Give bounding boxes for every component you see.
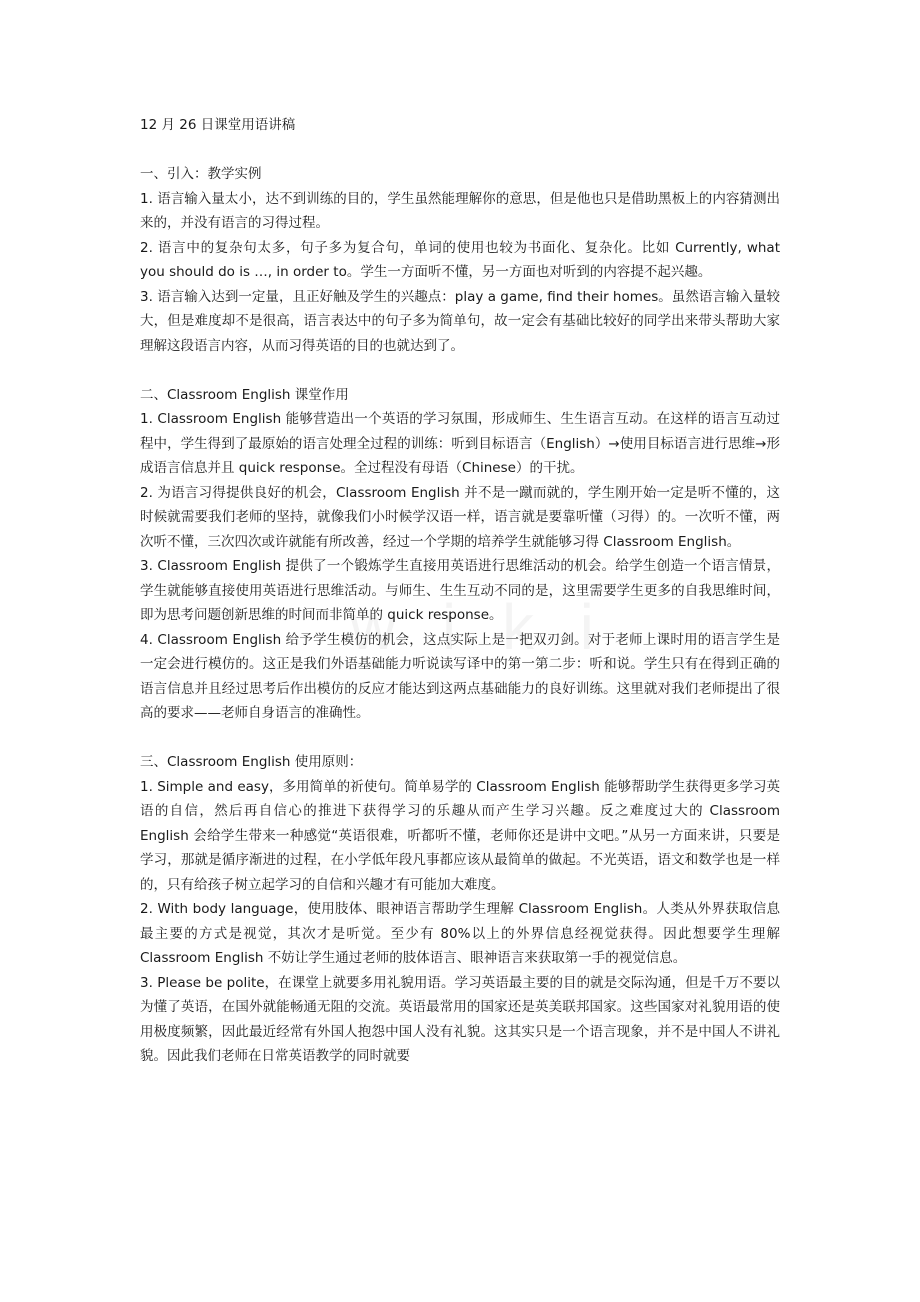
section-heading-2: 二、Classroom English 课堂作用: [140, 386, 349, 403]
spacer: [140, 726, 780, 751]
paragraph-2-3: 3. Classroom English 提供了一个锻炼学生直接用英语进行思维活动的机会。给学生创造一个语言情景，学生就能够直接使用英语进行思维活动。与师生、生生互动不同的是，这里需要学生更多的自我思维时间，即为思考问题创新思维的时间而非简单的 quick response。: [140, 558, 780, 623]
paragraph-2-2: 2. 为语言习得提供良好的机会，Classroom English 并不是一蹴而就的，学生刚开始一定是听不懂的，这时候就需要我们老师的坚持，就像我们小时候学汉语一样，语言就是要靠听懂（习得）的。一次听不懂，两次听不懂，三次四次或许就能有所改善，经过一个学期的培养学生就能够习得 Classroom English。: [140, 484, 780, 550]
paragraph-1-1: 1. 语言输入量太小，达不到训练的目的，学生虽然能理解你的意思，但是他也只是借助黑板上的内容猜测出来的，并没有语言的习得过程。: [140, 190, 780, 231]
section-heading-1: 一、引入：教学实例: [140, 166, 262, 182]
paragraph-3-3: 3. Please be polite，在课堂上就要多用礼貌用语。学习英语最主要的目的就是交际沟通，但是千万不要以为懂了英语，在国外就能畅通无阻的交流。英语最常用的国家还是英美联邦国家。这些国家对礼貌用语的使用极度频繁，因此最近经常有外国人抱怨中国人没有礼貌。这其实只是一个语言现象，并不是中国人不讲礼貌。因此我们老师在日常英语教学的同时就要: [140, 974, 780, 1064]
spacer: [140, 138, 780, 163]
section-heading-3: 三、Classroom English 使用原则：: [140, 754, 363, 770]
paragraph-2-4: 4. Classroom English 给予学生模仿的机会，这点实际上是一把双刃剑。对于老师上课时用的语言学生是一定会进行模仿的。这正是我们外语基础能力听说读写译中的第一第二步：听和说。学生只有在得到正确的语言信息并且经过思考后作出模仿的反应才能达到这两点基础能力的良好训练。这里就对我们老师提出了很高的要求——老师自身语言的准确性。: [140, 631, 780, 721]
paragraph-3-2: 2. With body language，使用肢体、眼神语言帮助学生理解 Classroom English。人类从外界获取信息最主要的方式是视觉，其次才是听觉。至少有 80%以上的外界信息经视觉获得。因此想要学生理解 Classroom English 不妨让学生通过老师的肢体语言、眼神语言来获取第一手的视觉信息。: [140, 901, 780, 966]
spacer: [140, 358, 780, 383]
paragraph-3-1: 1. Simple and easy，多用简单的祈使句。简单易学的 Classroom English 能够帮助学生获得更多学习英语的自信，然后再自信心的推进下获得学习的乐趣从而产生学习兴趣。反之难度过大的 Classroom English 会给学生带来一种感觉“英语很难，听都听不懂，老师你还是讲中文吧。”从另一方面来讲，只要是学习，那就是循序渐进的过程，在小学低年段凡事都应该从最简单的做起。不光英语，语文和数学也是一样的，只有给孩子树立起学习的自信和兴趣才有可能加大难度。: [140, 778, 780, 893]
paragraph-1-3: 3. 语言输入达到一定量，且正好触及学生的兴趣点：play a game, find their homes。虽然语言输入量较大，但是难度却不是很高，语言表达中的句子多为简单句，故一定会有基础比较好的同学出来带头帮助大家理解这段语言内容，从而习得英语的目的也就达到了。: [140, 288, 780, 354]
document-body: [140, 113, 780, 1069]
paragraph-2-1: 1. Classroom English 能够营造出一个英语的学习氛围，形成师生、生生语言互动。在这样的语言互动过程中，学生得到了最原始的语言处理全过程的训练：听到目标语言（English）→使用目标语言进行思维→形成语言信息并且 quick response。全过程没有母语（Chinese）的干扰。: [140, 411, 780, 476]
document-title: 12 月 26 日课堂用语讲稿: [140, 117, 296, 133]
paragraph-1-2: 2. 语言中的复杂句太多，句子多为复合句，单词的使用也较为书面化、复杂化。比如 Currently, what you should do is …, in order to。学生一方面听不懂，另一方面也对听到的内容提不起兴趣。: [140, 239, 780, 280]
